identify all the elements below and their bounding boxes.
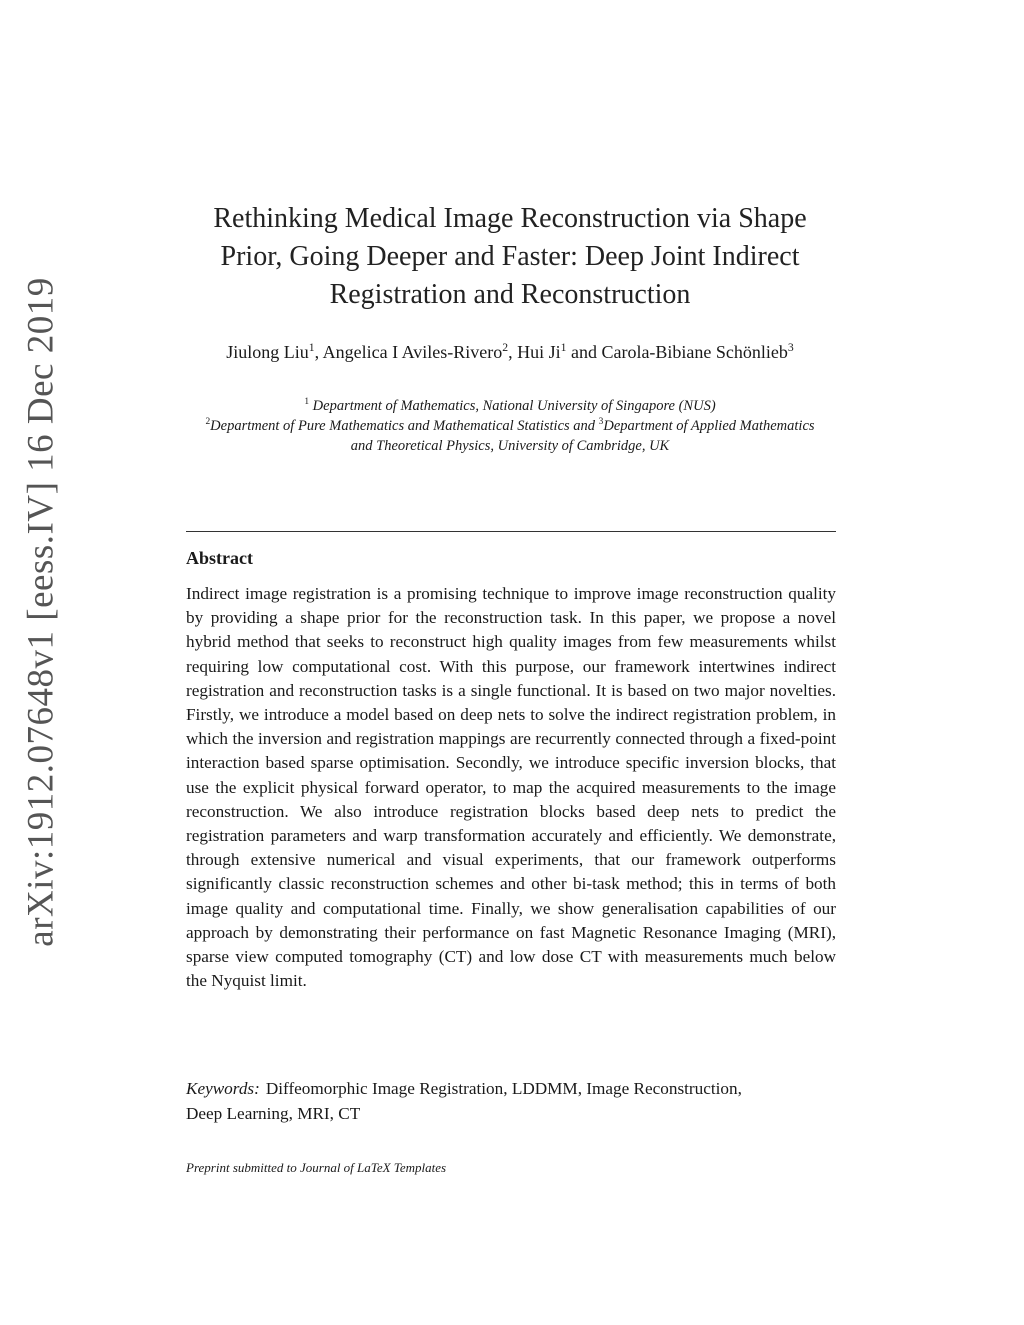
- keywords-block: [186, 1076, 746, 1126]
- author-affil-marker: 1: [560, 341, 567, 354]
- preprint-suffix: Templates: [390, 1160, 447, 1175]
- affiliation-nus: Department of Mathematics, National University of Singapore (NUS): [312, 398, 716, 414]
- author-name: Jiulong Liu: [226, 342, 309, 362]
- abstract-heading: Abstract: [186, 548, 253, 568]
- affiliation-cambridge: Department of Applied Mathematics and Theoretical Physics, University of Cambridge, UK: [350, 418, 815, 454]
- author-separator: and: [566, 342, 602, 362]
- affiliation-line: [195, 416, 825, 456]
- author-name: Carola-Bibiane Schönlieb: [601, 342, 788, 362]
- author-name: Angelica I Aviles-Rivero: [322, 342, 503, 362]
- keywords-label: Keywords:: [186, 1079, 260, 1098]
- affiliation-pure-math: Department of Pure Mathematics and Mathematical Statistics and: [210, 418, 596, 434]
- affil-marker: 1: [304, 397, 310, 408]
- affil-marker: 3: [598, 417, 604, 428]
- author-list: [190, 340, 830, 364]
- author-name: Hui Ji: [517, 342, 561, 362]
- affil-marker: 2: [205, 417, 211, 428]
- latex-logo: LaTeX: [357, 1160, 391, 1175]
- author-separator: ,: [508, 342, 518, 362]
- abstract-divider: [186, 531, 836, 532]
- preprint-note: [186, 1160, 446, 1176]
- abstract-text: Indirect image registration is a promising technique to improve image reconstruction quality by providing a shape prior for the reconstruction task. In this paper, we propose a novel hybrid method that seeks to reconstruct high quality images from few measurements whilst requiring low computational cost. With this purpose, our framework intertwines indirect registration and reconstruction tasks is a single functional. It is based on two major novelties. Firstly, we introduce a model based on deep nets to solve the indirect registration problem, in which the inversion and registration mappings are recurrently connected through a fixed-point interaction based sparse optimisation. Secondly, we introduce specific inversion blocks, that use the explicit physical forward operator, to map the acquired measurements to the image reconstruction. We also introduce registration blocks based deep nets to predict the registration parameters and warp transformation accurately and efficiently. We demonstrate, through extensive numerical and visual experiments, that our framework outperforms significantly classic reconstruction schemes and other bi-task method; this in terms of both image quality and computational time. Finally, we show generalisation capabilities of our approach by demonstrating their performance on fast Magnetic Resonance Imaging (MRI), sparse view computed tomography (CT) and low dose CT with measurements much below the Nyquist limit.: [186, 584, 836, 991]
- affiliation-block: [195, 396, 825, 456]
- arxiv-identifier: arXiv:1912.07648v1 [eess.IV] 16 Dec 2019: [20, 277, 62, 947]
- author-affil-marker: 3: [787, 341, 794, 354]
- author-separator: ,: [314, 342, 323, 362]
- keywords-list: Diffeomorphic Image Registration, LDDMM, Image Reconstruction, Deep Learning, MRI, CT: [186, 1079, 742, 1123]
- author-affil-marker: 2: [502, 341, 509, 354]
- preprint-prefix: Preprint submitted to Journal of: [186, 1160, 358, 1175]
- paper-title: Rethinking Medical Image Reconstruction via Shape Prior, Going Deeper and Faster: Deep Joint Indirect Registration and Reconstruction: [213, 203, 807, 310]
- affiliation-line: [195, 396, 825, 416]
- author-affil-marker: 1: [308, 341, 315, 354]
